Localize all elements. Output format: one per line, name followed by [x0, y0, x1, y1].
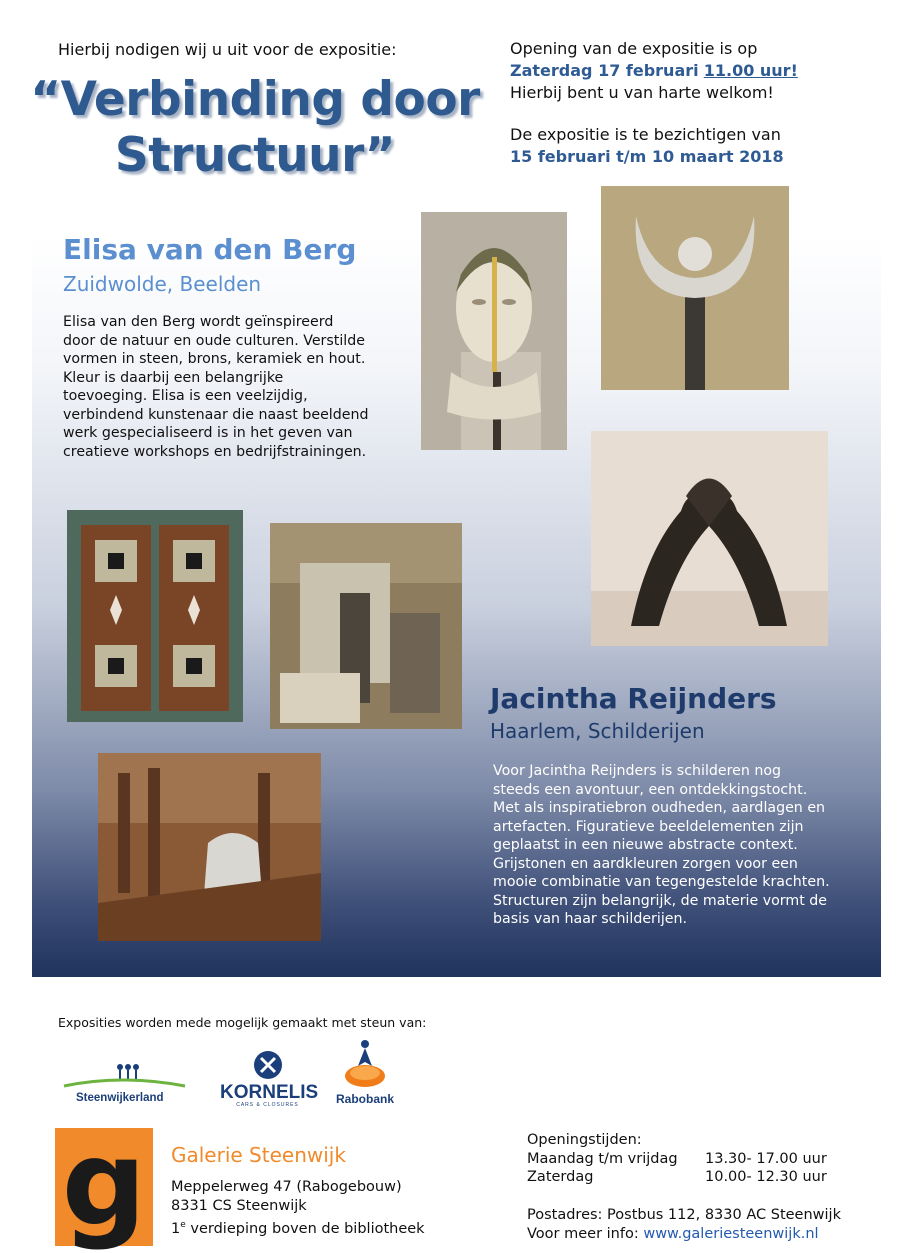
view-label: De expositie is te bezichtigen van [510, 125, 781, 144]
bio-line: werk gespecialiseerd is in het geven van [63, 425, 353, 441]
gallery-address [171, 1178, 425, 1239]
bio-line: basis van haar schilderijen. [493, 911, 687, 927]
artist1-bio [63, 313, 368, 461]
bio-line: Kleur is daarbij een belangrijke [63, 369, 284, 386]
bio-line: Met als inspiratiebron oudheden, aardlagen en [493, 800, 826, 816]
hours-day: Maandag t/m vrijdag [527, 1150, 678, 1167]
bio-line: steeds een avontuur, een ontdekkingstocht. [493, 781, 808, 798]
opening-info [510, 38, 798, 168]
exhibition-period: 15 februari t/m 10 maart 2018 [510, 147, 784, 166]
address-line-3 [171, 1216, 425, 1239]
bio-line: Structuren zijn belangrijk, de materie vormt de [493, 892, 828, 909]
steenwijkerland-logo [62, 1062, 187, 1106]
galerie-logo [55, 1114, 153, 1252]
sculpture-hands-photo [591, 431, 828, 646]
bio-line: artefacten. Figuratieve beeldelementen zijn [493, 818, 804, 835]
rabobank-text: Rabobank [335, 1092, 394, 1106]
floor-suffix: e [180, 1220, 186, 1230]
sponsor-note: Exposities worden mede mogelijk gemaakt met steun van: [58, 1015, 427, 1030]
bio-line: vormen in steen, brons, keramiek en hout. [63, 351, 366, 367]
painting-interior-photo [98, 753, 321, 941]
postal-address: Postadres: Postbus 112, 8330 AC Steenwijk [527, 1207, 841, 1223]
opening-date: Zaterdag 17 februari [510, 61, 699, 80]
kornelis-subtext: CARS & CLOSURES [236, 1102, 299, 1108]
artist2-name: Jacintha Reijnders [490, 682, 777, 715]
hours-table [527, 1150, 827, 1187]
bio-line: toevoeging. Elisa is een veelzijdig, [63, 388, 308, 404]
title-line-1: “Verbinding door [30, 72, 480, 127]
sculpture-bust-photo [421, 212, 567, 450]
artist1-name: Elisa van den Berg [63, 233, 357, 266]
rabobank-logo [333, 1038, 397, 1110]
address-line-2: 8331 CS Steenwijk [171, 1198, 307, 1214]
hours-day: Zaterdag [527, 1169, 594, 1185]
kornelis-text: KORNELIS [220, 1082, 319, 1103]
exhibition-title [20, 72, 490, 184]
address-line-1: Meppelerweg 47 (Rabogebouw) [171, 1179, 402, 1195]
hours-time: 13.30- 17.00 uur [705, 1150, 827, 1167]
more-info-label: Voor meer info: [527, 1226, 644, 1242]
welcome-line: Hierbij bent u van harte welkom! [510, 83, 774, 102]
opening-date-line [510, 60, 798, 82]
opening-line: Opening van de expositie is op [510, 39, 758, 58]
steenwijkerland-text: Steenwijkerland [76, 1092, 164, 1104]
bio-line: Voor Jacintha Reijnders is schilderen nog [493, 763, 782, 779]
intro-text: Hierbij nodigen wij u uit voor de expositie: [58, 40, 397, 59]
bio-line: Grijstonen en aardkleuren zorgen voor een [493, 855, 798, 872]
opening-hours [527, 1131, 827, 1187]
rabobank-emblem-icon [340, 1038, 390, 1090]
hours-time: 10.00- 12.30 uur [705, 1169, 827, 1185]
website-link[interactable]: www.galeriesteenwijk.nl [643, 1226, 819, 1242]
hours-title: Openingstijden: [527, 1132, 642, 1148]
more-info-line [527, 1225, 841, 1244]
steenwijkerland-figures-icon [62, 1062, 187, 1090]
gallery-name: Galerie Steenwijk [171, 1143, 346, 1167]
painting-doors-photo [67, 510, 243, 722]
table-row [527, 1150, 827, 1169]
bio-line: mooie combinatie van tegengestelde krachten. [493, 874, 830, 890]
bio-line: creatieve workshops en bedrijfstrainingen. [63, 443, 367, 460]
painting-abstract-photo [270, 523, 462, 729]
artist2-bio [493, 762, 830, 929]
bio-line: geplaatst in een nieuwe abstracte context. [493, 837, 798, 853]
floor-number: 1 [171, 1220, 181, 1237]
bio-line: verbindend kunstenaar die naast beeldend [63, 406, 369, 423]
opening-time: 11.00 uur! [703, 61, 798, 80]
kornelis-logo [220, 1050, 319, 1108]
contact-info [527, 1206, 841, 1244]
table-row [527, 1168, 827, 1187]
galerie-logo-letter: g [61, 1114, 147, 1252]
artist1-subtitle: Zuidwolde, Beelden [63, 272, 262, 296]
floor-text: verdieping boven de bibliotheek [185, 1220, 425, 1237]
title-line-2: Structuur” [114, 128, 396, 183]
bio-line: door de natuur en oude culturen. Verstilde [63, 332, 365, 349]
artist2-subtitle: Haarlem, Schilderijen [490, 719, 705, 743]
kornelis-emblem-icon [251, 1050, 285, 1080]
sculpture-crescent-photo [601, 186, 789, 390]
bio-line: Elisa van den Berg wordt geïnspireerd [63, 314, 334, 330]
